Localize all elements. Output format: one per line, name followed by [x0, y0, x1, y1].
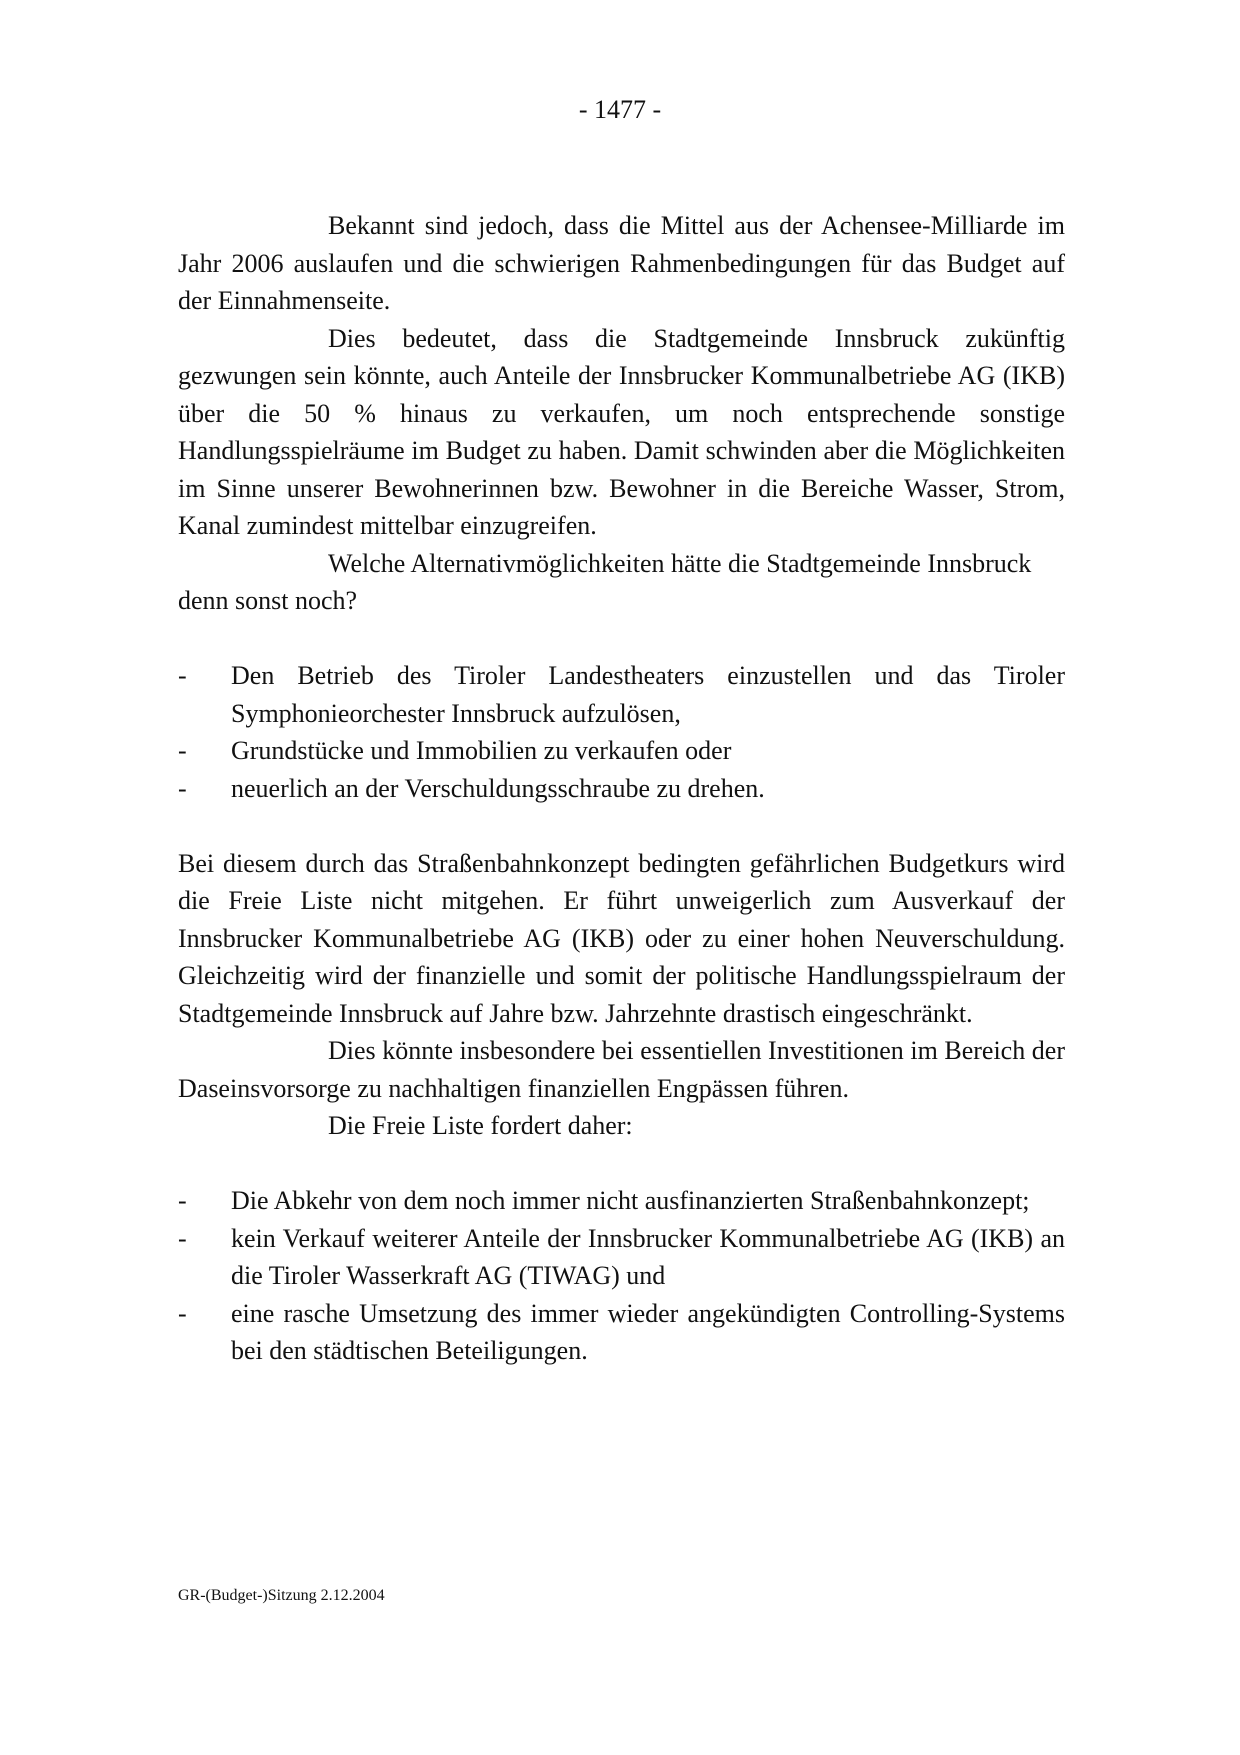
dash-bullet: -: [178, 1223, 187, 1253]
paragraph-forderung: Die Freie Liste fordert daher:: [328, 1111, 633, 1140]
spacer: [178, 1145, 1065, 1183]
spacer: [178, 807, 1065, 845]
dash-bullet: -: [178, 661, 187, 690]
dash-bullet: -: [178, 1186, 187, 1215]
alternatives-list: [178, 657, 1065, 807]
list-item: - eine rasche Umsetzung des immer wieder angekündigten Controlling-Systems bei den städtischen Beteiligungen.: [178, 1295, 1065, 1370]
paragraph-ikb-anteile: Dies bedeutet, dass die Stadtgemeinde Innsbruck zukünftig gezwungen sein könnte, auch Anteile der Innsbrucker Kommunalbetriebe AG (IKB) über die 50 % hinaus zu verkaufen, um noch entsprechende sonstige Handlungsspielräume im Budget zu haben. Damit schwinden aber die Möglichkeiten im Sinne unserer Bewohnerinnen bzw. Bewohner in die Bereiche Wasser, Strom, Kanal zumindest mittelbar einzugreifen.: [178, 323, 1065, 540]
demands-list: [178, 1182, 1065, 1370]
list-item: - kein Verkauf weiterer Anteile der Innsbrucker Kommunalbetriebe AG (IKB) an die Tiroler Wasserkraft AG (TIWAG) und: [178, 1220, 1065, 1295]
list-item: - Den Betrieb des Tiroler Landestheaters einzustellen und das Tiroler Symphonieorchester Innsbruck aufzulösen,: [178, 657, 1065, 732]
page-footer: GR-(Budget-)Sitzung 2.12.2004: [178, 1587, 385, 1604]
paragraph-daseinsvorsorge: Dies könnte insbesondere bei essentiellen Investitionen im Bereich der Daseinsvorsorge zu nachhaltigen finanziellen Engpässen führen.: [178, 1036, 1065, 1103]
page-number: - 1477 -: [578, 95, 662, 124]
paragraph-budgetkurs: Bei diesem durch das Straßenbahnkonzept bedingten gefährlichen Budgetkurs wird die Freie Liste nicht mitgehen. Er führt unweigerlich zum Ausverkauf der Innsbrucker Kommunalbetriebe AG (IKB) oder zu einer hohen Neuverschuldung. Gleichzeitig wird der finanzielle und somit der politische Handlungsspielraum der Stadtgemeinde Innsbruck auf Jahre bzw. Jahrzehnte drastisch eingeschränkt.: [178, 848, 1065, 1028]
dash-bullet: -: [178, 773, 187, 803]
spacer: [178, 620, 1065, 658]
dash-bullet: -: [178, 1298, 187, 1328]
list-item: - Grundstücke und Immobilien zu verkaufen oder: [178, 732, 1065, 770]
dash-bullet: -: [178, 736, 187, 765]
paragraph-achensee: Bekannt sind jedoch, dass die Mittel aus der Achensee-Milliarde im Jahr 2006 auslaufen und die schwierigen Rahmenbedingungen für das Budget auf der Einnahmenseite.: [178, 211, 1065, 315]
paragraph-alternativen: Welche Alternativmöglichkeiten hätte die Stadtgemeinde Innsbruck denn sonst noch?: [178, 548, 1032, 615]
list-item: - Die Abkehr von dem noch immer nicht ausfinanzierten Straßenbahnkonzept;: [178, 1182, 1065, 1220]
list-item: - neuerlich an der Verschuldungsschraube zu drehen.: [178, 770, 1065, 808]
document-body: [178, 207, 1065, 1370]
